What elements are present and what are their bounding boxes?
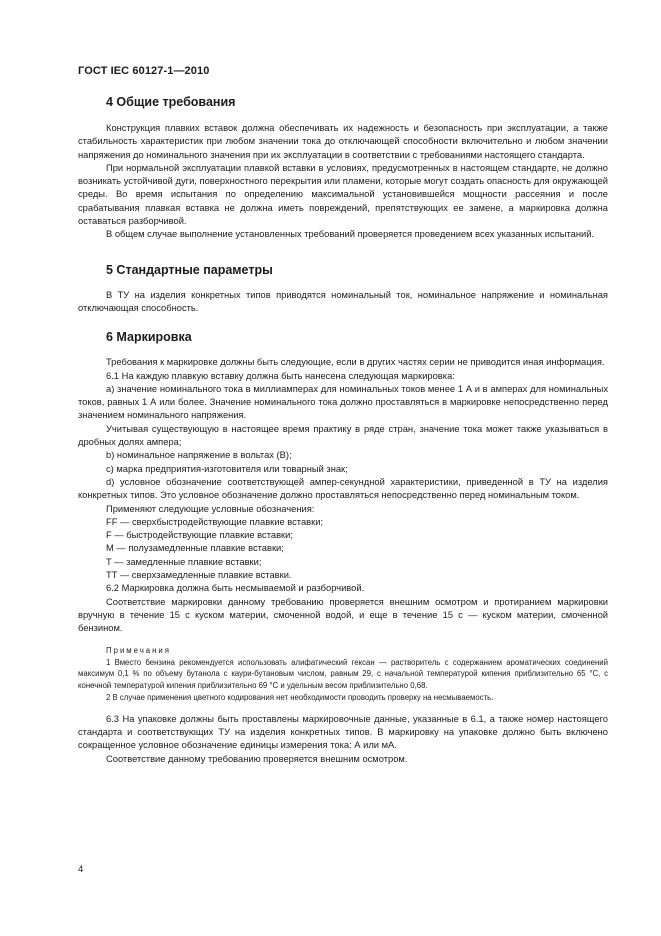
designation-f: F — быстродействующие плавкие вставки; xyxy=(106,530,293,541)
paragraph: При нормальной эксплуатации плавкой вставки в условиях, предусмотренных в настоящем стандарте, не должно возникать устойчивой дуги, поверхностного перекрытия или пламени, которые могут создать опасность для окружающей среды. Во время испытания по определению максимальной установившейся мощности рассеяния и после срабатывания плавкая вставка не должна иметь повреждений, препятствующих ее замене, а маркировка должна оставаться разборчивой. xyxy=(78,162,608,227)
paragraph: Требования к маркировке должны быть следующие, если в других частях серии не приводится иная информация. xyxy=(106,357,605,368)
paragraph: Конструкция плавких вставок должна обеспечивать их надежность и безопасность при эксплуатации, а также стабильность характеристик при любом значении тока до отключающей способности включительно и любом значении напряжения до номинального значения при их эксплуатации в соответствии с требованиями настоящего стандарта. xyxy=(78,123,608,160)
designation-m: M — полузамедленные плавкие вставки; xyxy=(106,543,284,554)
list-item-a: a) значение номинального тока в миллиамперах для номинальных токов менее 1 А и в амперах для номинальных токов, равных 1 А или более. Значение номинального тока должно проставляться в маркировке непосредственно перед значением номинального напряжения. xyxy=(78,383,608,421)
document-code: ГОСТ IEC 60127-1—2010 xyxy=(78,65,210,77)
section-6-heading: 6 Маркировка xyxy=(106,330,192,345)
clause-6-2: 6.2 Маркировка должна быть несмываемой и разборчивой. xyxy=(106,583,365,594)
page-number: 4 xyxy=(78,864,84,875)
note-2: 2 В случае применения цветного кодирования нет необходимости проводить проверку на несмываемость. xyxy=(106,692,494,702)
clause-6-3: 6.3 На упаковке должны быть проставлены маркировочные данные, указанные в 6.1, а также номер настоящего стандарта и соответствующих ТУ на изделия конкретных типов. В маркировку на упаковке должно быть включено сокращенное условное обозначение единицы измерения тока: А или мА. xyxy=(78,713,608,751)
designation-tt: TT — сверхзамедленные плавкие вставки. xyxy=(106,570,292,581)
list-item-d: d) условное обозначение соответствующей ампер-секундной характеристики, приведенной в ТУ на изделия конкретных типов. Это условное обозначение должно проставляться непосредственно перед номинальным током. xyxy=(78,476,608,501)
notes-title: Примечания xyxy=(106,645,172,655)
paragraph: Применяют следующие условные обозначения: xyxy=(106,503,315,514)
paragraph: Учитывая существующую в настоящее время практику в ряде стран, значение тока может также указываться в дробных долях ампера; xyxy=(78,423,608,448)
list-item-c: c) марка предприятия-изготовителя или товарный знак; xyxy=(106,463,348,474)
clause-6-1: 6.1 На каждую плавкую вставку должна быть нанесена следующая маркировка: xyxy=(106,370,455,381)
designation-t: T — замедленные плавкие вставки; xyxy=(106,556,262,567)
designation-ff: FF — сверхбыстродействующие плавкие вставки; xyxy=(106,516,324,527)
section-5-heading: 5 Стандартные параметры xyxy=(106,262,273,277)
section-4-heading: 4 Общие требования xyxy=(106,95,236,109)
note-1: 1 Вместо бензина рекомендуется использовать алифатический гексан — растворитель с содержанием ароматических соединений максимум 0,1 % по объему бутанола с каури-бутановым числом, равным 29, с начальной температурой кипения приблизительно 65 °C, с конечной температурой кипения приблизительно 69 °C и удельным весом приблизительно 0,68. xyxy=(78,657,608,691)
paragraph: В общем случае выполнение установленных требований проверяется проведением всех указанных испытаний. xyxy=(106,229,595,240)
paragraph: В ТУ на изделия конкретных типов приводятся номинальный ток, номинальное напряжение и номинальная отключающая способность. xyxy=(78,289,608,313)
paragraph: Соответствие маркировки данному требованию проверяется внешним осмотром и протиранием маркировки вручную в течение 15 с куском материи, смоченной водой, и еще в течение 15 с — куском материи, смоченной бензином. xyxy=(78,596,608,634)
document-body xyxy=(78,92,608,766)
list-item-b: b) номинальное напряжение в вольтах (В); xyxy=(106,450,292,461)
paragraph: Соответствие данному требованию проверяется внешним осмотром. xyxy=(106,753,408,764)
